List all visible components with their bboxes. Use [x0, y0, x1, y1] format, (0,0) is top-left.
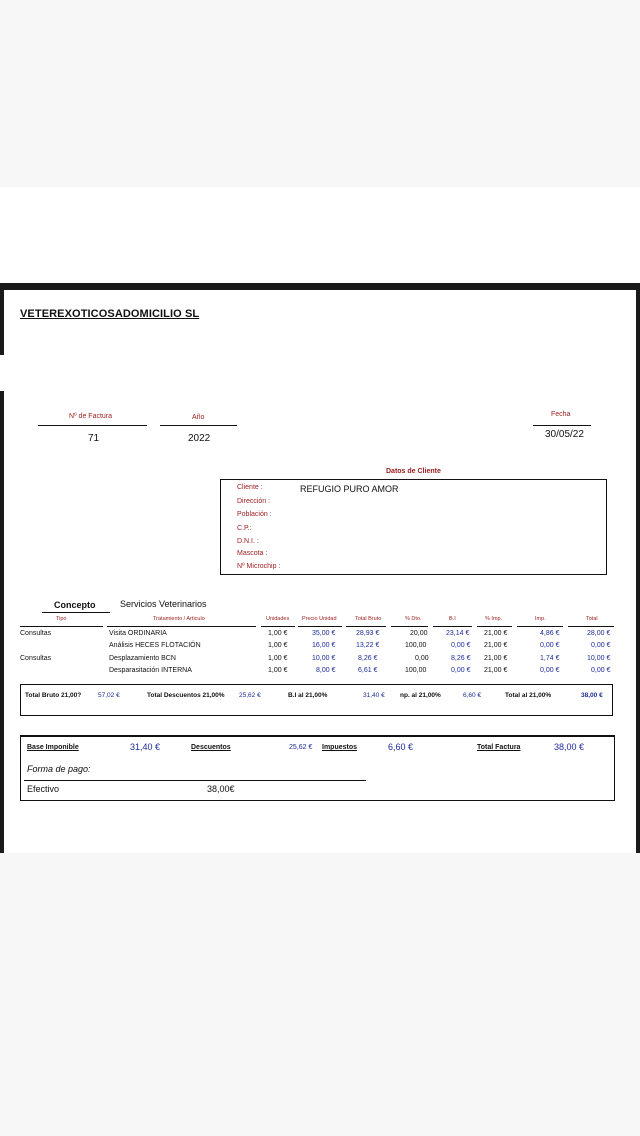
row-unidades: 1,00 € [268, 630, 288, 637]
row-imp: 1,74 € [540, 655, 560, 662]
row-articulo: Visita ORDINARIA [109, 630, 167, 637]
row-total: 28,00 € [587, 630, 611, 637]
total-imp-value: 6,60 € [463, 692, 482, 699]
col-line-tipo [20, 626, 103, 627]
col-line-imp [517, 626, 563, 627]
invoice-number: 71 [88, 433, 100, 444]
year-label: Año [192, 414, 205, 421]
row-pimp: 21,00 € [484, 655, 508, 662]
document-frame-gap [0, 355, 4, 391]
top-background [0, 0, 640, 187]
col-header-precio: Precio Unidad [302, 616, 337, 622]
col-line-total [568, 626, 614, 627]
date-line [533, 425, 591, 426]
row-bruto: 6,61 € [358, 667, 378, 674]
col-line-unidades [261, 626, 295, 627]
row-precio: 8,00 € [316, 667, 336, 674]
col-header-articulo: Tratamiento / Articulo [153, 616, 205, 622]
postal-code-label: C.P.: [237, 525, 252, 532]
base-imponible-value: 31,40 € [130, 742, 161, 752]
total-bruto-value: 57,02 € [98, 692, 120, 699]
row-pimp: 21,00 € [484, 642, 508, 649]
client-section-title: Datos de Cliente [386, 468, 441, 475]
bottom-background [0, 853, 640, 1136]
total-final-value: 38,00 € [581, 692, 603, 699]
row-bi: 8,26 € [451, 655, 471, 662]
year-value: 2022 [188, 433, 211, 444]
row-articulo: Análisis HECES FLOTACIÓN [109, 642, 201, 649]
row-total: 0,00 € [591, 642, 611, 649]
payment-amount: 38,00€ [207, 784, 235, 794]
summary-box [20, 735, 615, 801]
invoice-number-line [38, 425, 147, 426]
address-label: Dirección : [237, 498, 271, 505]
concept-underline [42, 612, 110, 613]
row-dto: 100,00 [405, 642, 427, 649]
concept-value: Servicios Veterinarios [120, 599, 207, 609]
row-imp: 0,00 € [540, 642, 560, 649]
document-frame-right [636, 283, 640, 853]
total-descuentos-label: Total Descuentos 21,00% [147, 692, 225, 699]
row-precio: 16,00 € [312, 642, 336, 649]
total-descuentos-value: 25,62 € [239, 692, 261, 699]
blank-area [0, 187, 640, 283]
row-dto: 0,00 [415, 655, 429, 662]
row-precio: 35,00 € [312, 630, 336, 637]
total-factura-label: Total Factura [477, 744, 521, 751]
total-bi-label: B.I al 21,00% [288, 692, 328, 699]
col-header-imp: Imp. [535, 616, 546, 622]
row-imp: 4,86 € [540, 630, 560, 637]
col-line-precio [298, 626, 342, 627]
total-factura-value: 38,00 € [554, 742, 585, 752]
row-unidades: 1,00 € [268, 642, 288, 649]
total-imp-label: np. al 21,00% [400, 692, 441, 699]
col-header-bi: B.I [449, 616, 456, 622]
client-label: Cliente : [237, 484, 263, 491]
dni-label: D.N.I. : [237, 538, 259, 545]
pet-label: Mascota : [237, 550, 268, 557]
row-pimp: 21,00 € [484, 667, 508, 674]
row-tipo: Consultas [20, 655, 52, 662]
col-header-pimp: % Imp. [485, 616, 503, 622]
row-bruto: 8,26 € [358, 655, 378, 662]
impuestos-label: Impuestos [322, 744, 358, 751]
row-bi: 0,00 € [451, 642, 471, 649]
row-bi: 0,00 € [451, 667, 471, 674]
city-label: Población : [237, 511, 272, 518]
row-unidades: 1,00 € [268, 667, 288, 674]
col-header-tipo: Tipo [56, 616, 67, 622]
row-articulo: Desplazamiento BCN [109, 655, 176, 662]
row-pimp: 21,00 € [484, 630, 508, 637]
payment-method-line [24, 780, 366, 781]
col-line-bruto [346, 626, 386, 627]
row-unidades: 1,00 € [268, 655, 288, 662]
col-line-dto [391, 626, 428, 627]
row-total: 10,00 € [587, 655, 611, 662]
total-final-label: Total al 21,00% [505, 692, 552, 699]
descuentos-label: Descuentos [191, 744, 231, 751]
row-bi: 23,14 € [446, 630, 470, 637]
date-value: 30/05/22 [545, 429, 584, 440]
concept-label: Concepto [54, 600, 96, 610]
year-line [160, 425, 237, 426]
descuentos-value: 25,62 € [289, 744, 313, 751]
col-line-bi [433, 626, 472, 627]
row-bruto: 28,93 € [356, 630, 380, 637]
col-header-unidades: Unidades [266, 616, 290, 622]
col-line-pimp [477, 626, 512, 627]
client-name: REFUGIO PURO AMOR [300, 484, 399, 494]
invoice-number-label: Nº de Factura [69, 413, 113, 420]
row-dto: 20,00 [410, 630, 428, 637]
col-line-articulo [107, 626, 256, 627]
col-header-dto: % Dto. [405, 616, 422, 622]
payment-method: Efectivo [27, 784, 60, 794]
row-bruto: 13,22 € [356, 642, 380, 649]
base-imponible-label: Base Imponible [27, 744, 79, 751]
company-name: VETEREXOTICOSADOMICILIO SL [20, 308, 200, 320]
payment-method-label: Forma de pago: [27, 764, 91, 774]
row-precio: 10,00 € [312, 655, 336, 662]
col-header-bruto: Total Bruto [355, 616, 382, 622]
totals-box [20, 684, 613, 716]
row-articulo: Desparasitación INTERNA [109, 667, 192, 674]
date-label: Fecha [551, 411, 571, 418]
total-bruto-label: Total Bruto 21,00? [25, 692, 82, 699]
row-total: 0,00 € [591, 667, 611, 674]
total-bi-value: 31,40 € [363, 692, 385, 699]
row-tipo: Consultas [20, 630, 52, 637]
microchip-label: Nº Microchip : [237, 563, 281, 570]
impuestos-value: 6,60 € [388, 742, 414, 752]
col-header-total: Total [586, 616, 598, 622]
client-box [220, 479, 607, 575]
document-frame-top [0, 283, 640, 290]
row-dto: 100,00 [405, 667, 427, 674]
row-imp: 0,00 € [540, 667, 560, 674]
